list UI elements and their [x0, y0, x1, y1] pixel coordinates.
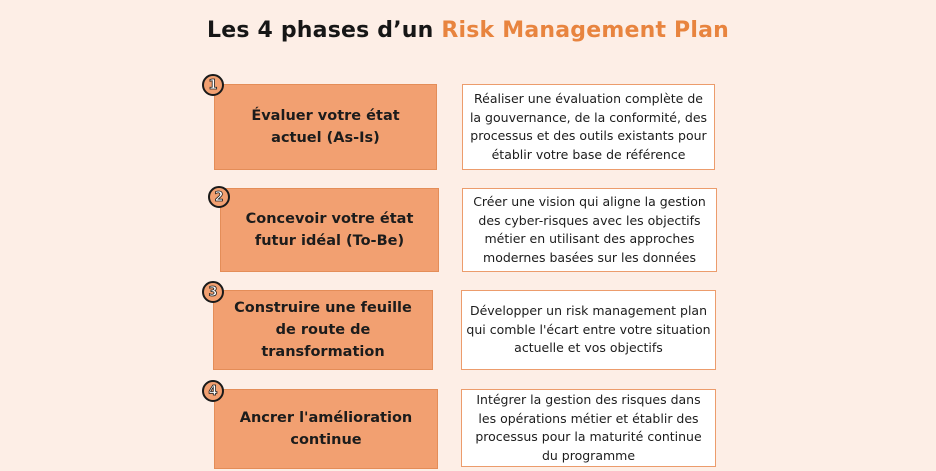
page-title [0, 18, 936, 43]
phase-1-number-badge: 1 [202, 74, 224, 96]
phase-4-box [214, 389, 438, 469]
title-prefix: Les 4 phases d’un [206, 18, 442, 43]
phase-4-label: Ancrer l'amélioration continue [239, 410, 413, 448]
phase-3-label: Construire une feuille de route de transformation [234, 300, 412, 360]
phase-4-number-badge: 4 [202, 380, 224, 402]
phase-2-label: Concevoir votre état futur idéal (To-Be) [245, 211, 414, 249]
phase-2-description-box [462, 188, 717, 272]
phase-2-number-badge: 2 [208, 186, 230, 208]
phase-3-description-box [461, 290, 716, 370]
phase-3-number-badge: 3 [202, 281, 224, 303]
title-accent: Risk Management Plan [441, 18, 729, 43]
phase-1-box [214, 84, 437, 170]
phase-4-description-box [461, 389, 716, 467]
phase-1-description-box [462, 84, 715, 170]
phase-1-description: Réaliser une évaluation complète de la gouvernance, de la conformité, des processus et des outils existants pour établir votre base de référence [469, 91, 708, 162]
phase-3-box [213, 290, 433, 370]
phase-1-label: Évaluer votre état actuel (As-Is) [251, 108, 400, 146]
phase-4-description: Intégrer la gestion des risques dans les opérations métier et établir des processus pour la maturité continue du programme [475, 392, 702, 463]
phase-3-description: Développer un risk management plan qui comble l'écart entre votre situation actuelle et vos objectifs [466, 303, 711, 356]
phase-2-box [220, 188, 439, 272]
phase-2-description: Créer une vision qui aligne la gestion des cyber-risques avec les objectifs métier en utilisant des approches modernes basées sur les données [473, 194, 706, 265]
